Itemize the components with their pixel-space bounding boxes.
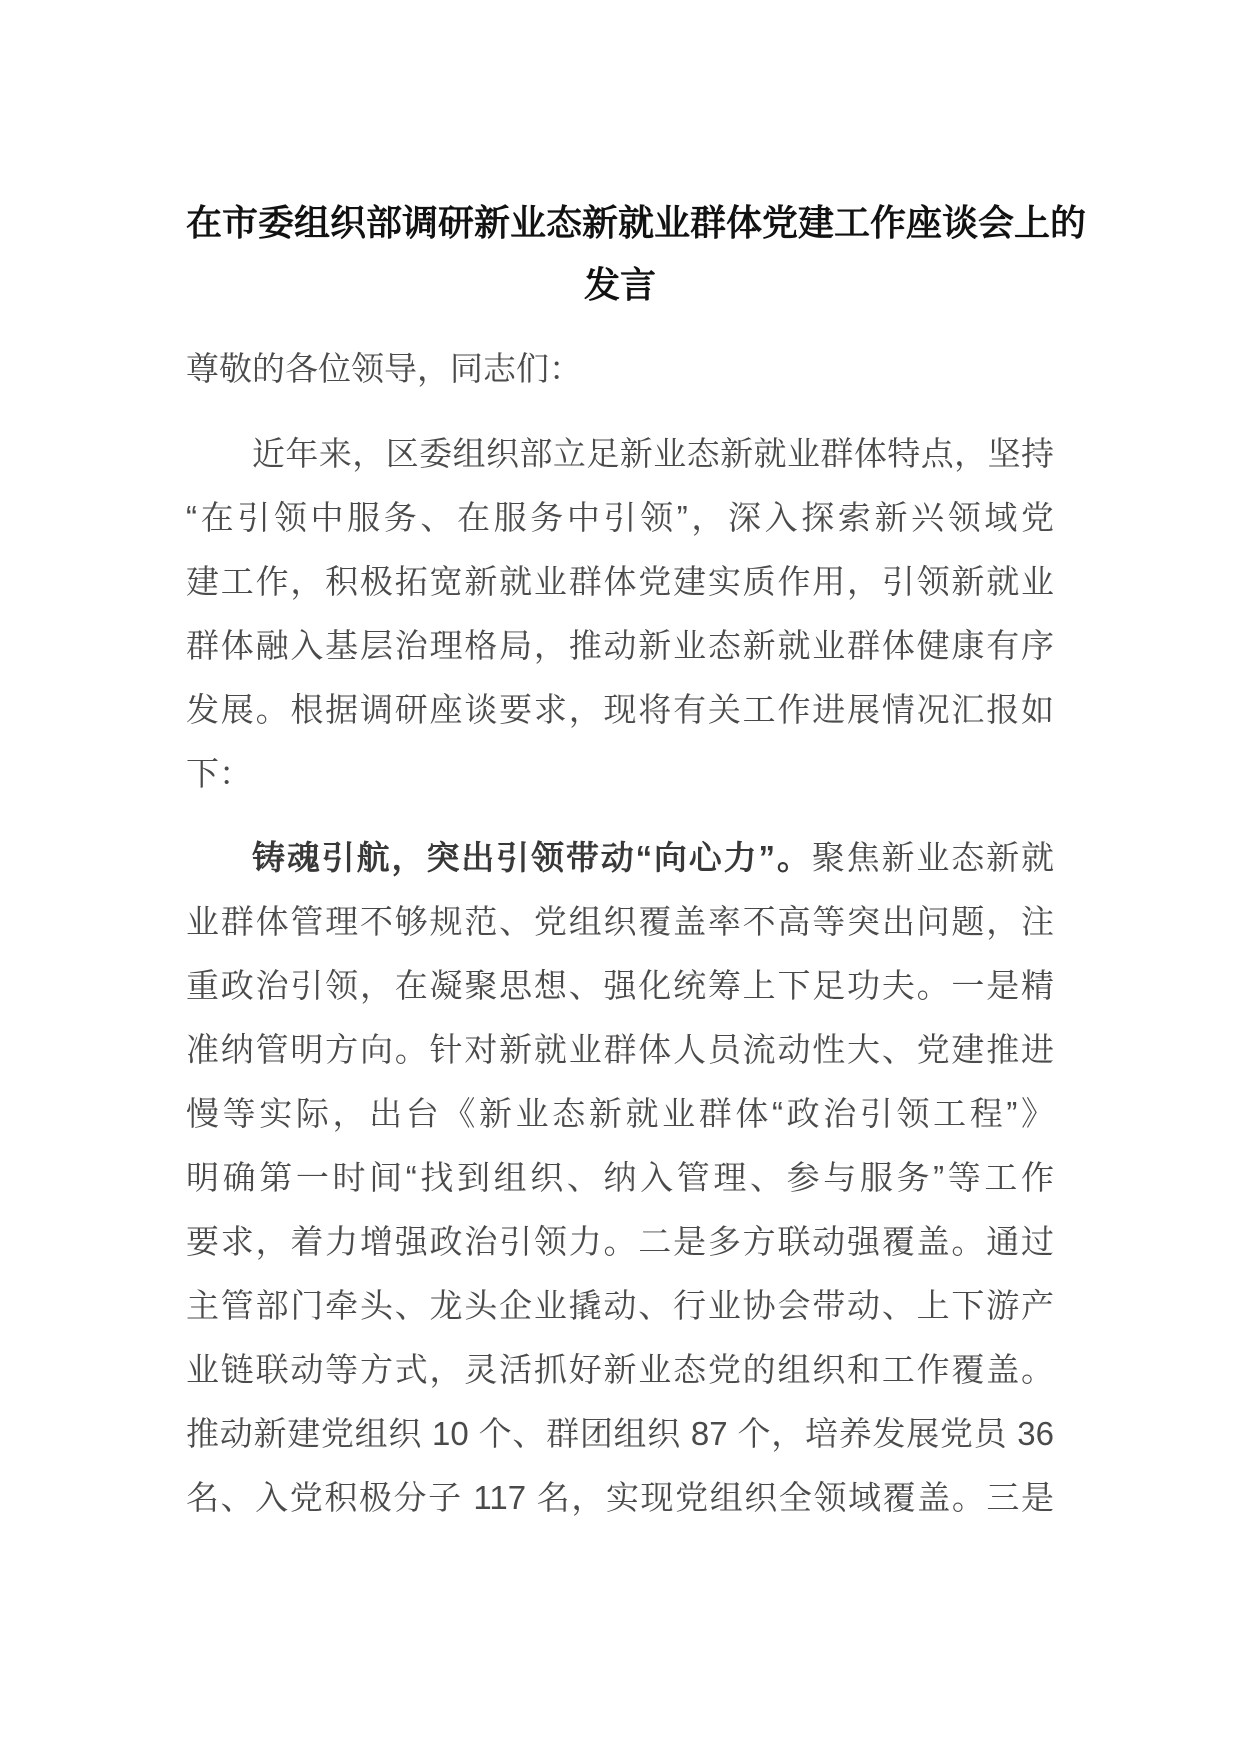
paragraph-1-line-5: 发展。根据调研座谈要求，现将有关工作进展情况汇报如 <box>186 691 1054 728</box>
paragraph-2-line-2: 业群体管理不够规范、党组织覆盖率不高等突出问题，注 <box>186 903 1054 940</box>
paragraph-1-line-3: 建工作，积极拓宽新就业群体党建实质作用，引领新就业 <box>186 563 1054 600</box>
paragraph-2-line-9: 业链联动等方式，灵活抓好新业态党的组织和工作覆盖。 <box>186 1351 1054 1388</box>
title-line-1: 在市委组织部调研新业态新就业群体党建工作座谈会上的 <box>186 202 1087 243</box>
paragraph-1-line-6: 下： <box>186 755 252 792</box>
paragraph-2-bold-lead: 铸魂引航，突出引领带动“向心力”。 <box>252 839 812 876</box>
paragraph-2-line-3: 重政治引领，在凝聚思想、强化统筹上下足功夫。一是精 <box>186 967 1054 1004</box>
paragraph-2-line-1 <box>186 826 1054 890</box>
paragraph-1-line-1: 近年来，区委组织部立足新业态新就业群体特点，坚持 <box>252 435 1054 472</box>
paragraph-2 <box>186 826 1054 1530</box>
paragraph-2-line-7: 要求，着力增强政治引领力。二是多方联动强覆盖。通过 <box>186 1223 1054 1260</box>
paragraph-2-line-1-rest: 聚焦新业态新就 <box>811 839 1055 876</box>
document-title <box>186 192 1087 316</box>
greeting-paragraph <box>186 337 1054 401</box>
paragraph-1 <box>186 422 1054 806</box>
paragraph-2-line-4: 准纳管明方向。针对新就业群体人员流动性大、党建推进 <box>186 1031 1054 1068</box>
paragraph-2-line-10: 推动新建党组织 10 个、群团组织 87 个，培养发展党员 36 <box>186 1415 1054 1452</box>
paragraph-2-line-5: 慢等实际，出台《新业态新就业群体“政治引领工程”》 <box>186 1095 1054 1132</box>
paragraph-1-line-4: 群体融入基层治理格局，推动新业态新就业群体健康有序 <box>186 627 1054 664</box>
title-line-2: 发言 <box>583 264 656 305</box>
paragraph-2-line-11: 名、入党积极分子 117 名，实现党组织全领域覆盖。三是 <box>186 1479 1054 1516</box>
paragraph-2-line-6: 明确第一时间“找到组织、纳入管理、参与服务”等工作 <box>186 1159 1054 1196</box>
paragraph-2-line-8: 主管部门牵头、龙头企业撬动、行业协会带动、上下游产 <box>186 1287 1054 1324</box>
paragraph-1-line-2: “在引领中服务、在服务中引领”，深入探索新兴领域党 <box>186 499 1054 536</box>
greeting-line: 尊敬的各位领导，同志们： <box>186 350 582 387</box>
